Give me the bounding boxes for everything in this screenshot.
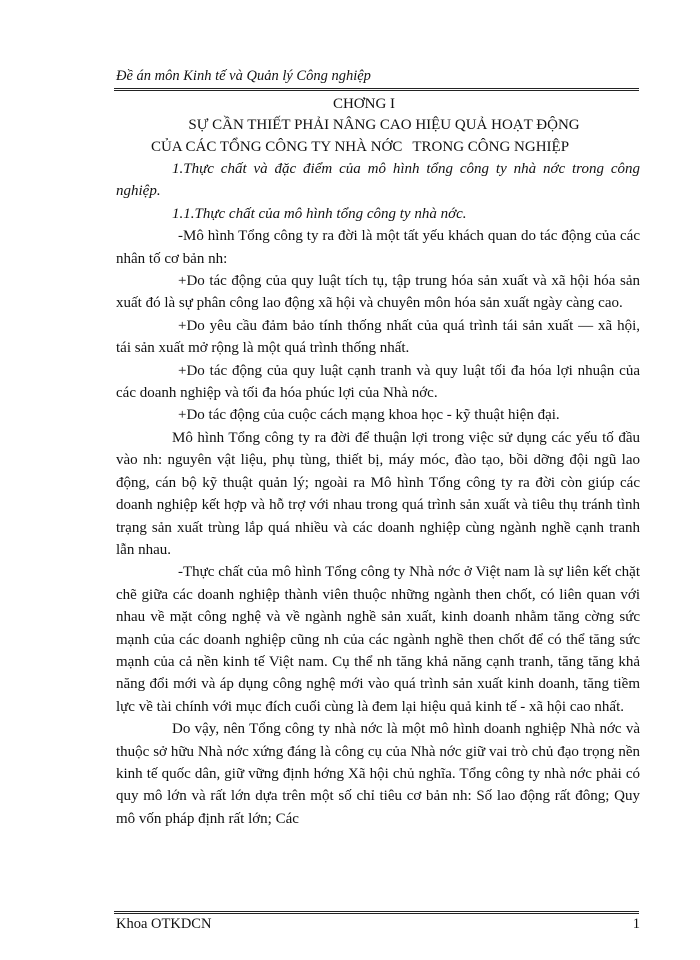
chapter-number: CHƠNG I bbox=[332, 96, 396, 112]
document-body bbox=[116, 158, 640, 830]
chapter-title-line-2 bbox=[10, 139, 700, 156]
section-heading-1-1: 1.1.Thực chất của mô hình tổng công ty nhà nớc. bbox=[172, 205, 467, 222]
footer-department: Khoa OTKDCN bbox=[116, 916, 212, 932]
running-header: Đề án môn Kinh tế và Quản lý Công nghiệp bbox=[116, 68, 371, 84]
page-number: 1 bbox=[632, 916, 640, 932]
paragraph-1: -Mô hình Tổng công ty ra đời là một tất yếu khách quan do tác động của các nhân tố cơ bản nh: bbox=[116, 228, 640, 267]
chapter-title-line-2b: TRONG CÔNG NGHIỆP bbox=[412, 139, 570, 155]
chapter-title-line-2a: CỦA CÁC TỔNG CÔNG TY NHÀ NỚC bbox=[150, 139, 403, 155]
footer-rule bbox=[114, 911, 639, 914]
paragraph-5: +Do tác động của cuộc cách mạng khoa học - kỹ thuật hiện đại. bbox=[178, 407, 560, 424]
paragraph-8: Do vậy, nên Tổng công ty nhà nớc là một mô hình doanh nghiệp Nhà nớc và thuộc sở hữu Nhà nớc xứng đáng là công cụ của Nhà nớc giữ vai trò chủ đạo trọng nền kinh tế quốc dân, giữ vững định hớng Xã hội chủ nghĩa. Tổng công ty nhà nớc phải có quy mô lớn và rất lớn dựa trên một số chỉ tiêu cơ bản nh: Số lao động rất đông; Quy mô vốn pháp định rất lớn; Các bbox=[116, 721, 640, 827]
paragraph-7: -Thực chất của mô hình Tổng công ty Nhà nớc ở Việt nam là sự liên kết chặt chẽ giữa các doanh nghiệp thành viên thuộc những ngành then chốt, có liên quan với nhau về mặt công nghệ và về ngành nghề sản xuất, kinh doanh nhằm tăng cờng sức mạnh của các doanh nghiệp cũng nh của các ngành nghề then chốt để có thể tăng sức mạnh của cả nền kinh tế Việt nam. Cụ thể nh tăng khả năng cạnh tranh, tăng tăng khả năng đổi mới và áp dụng công nghệ mới vào quá trình sản xuất kinh doanh, tăng tiềm lực về tài chính với mục đích cuối cùng là đem lại hiệu quả kinh tế - xã hội cao nhất. bbox=[116, 564, 640, 715]
paragraph-2: +Do tác động của quy luật tích tụ, tập trung hóa sản xuất và xã hội hóa sản xuất đó là sự phân công lao động xã hội và chuyên môn hóa sản xuất ngày càng cao. bbox=[116, 273, 640, 312]
paragraph-6: Mô hình Tổng công ty ra đời để thuận lợi trong việc sử dụng các yếu tố đầu vào nh: nguyên vật liệu, phụ tùng, thiết bị, máy móc, đào tạo, bồi dỡng đội ngũ lao động, cán bộ kỹ thuật quản lý; ngoài ra Mô hình Tổng công ty ra đời còn giúp các doanh nghiệp kết hợp và hỗ trợ với nhau trong quá trình sản xuất và tiêu thụ tránh tình trạng sản xuất trùng lắp quá nhiều và các doanh nghiệp cùng ngành nghề cạnh tranh lẫn nhau. bbox=[116, 429, 640, 558]
section-heading-1: 1.Thực chất và đặc điểm của mô hình tổng công ty nhà nớc trong công nghiệp. bbox=[116, 161, 640, 200]
paragraph-4: +Do tác động của quy luật cạnh tranh và quy luật tối đa hóa lợi nhuận của các doanh nghiệp và tối đa hóa phúc lợi của Nhà nớc. bbox=[116, 362, 640, 402]
chapter-title-line-1: SỰ CẦN THIẾT PHẢI NÂNG CAO HIỆU QUẢ HOẠT ĐỘNG bbox=[188, 117, 580, 133]
paragraph-3: +Do yêu cầu đảm bảo tính thống nhất của quá trình tái sản xuất — xã hội, tái sản xuất mở rộng là một quá trình thống nhất. bbox=[116, 317, 640, 357]
header-rule bbox=[114, 88, 639, 91]
